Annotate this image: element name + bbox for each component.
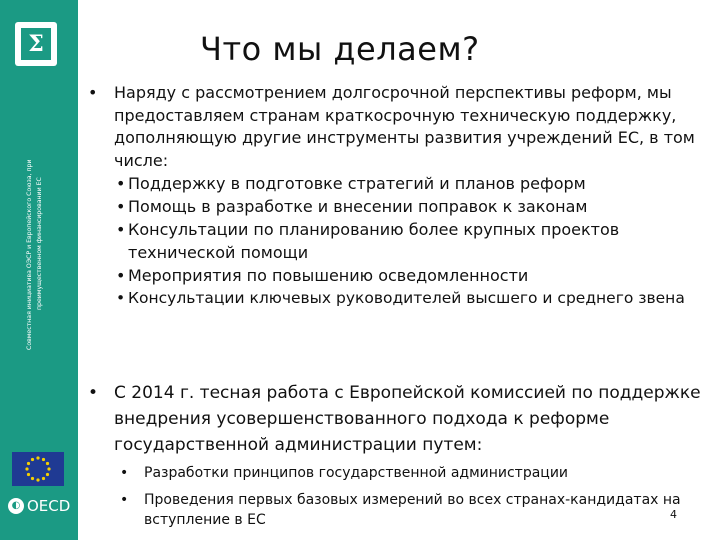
- sub-bullet: [88, 287, 718, 310]
- sub-bullet: [88, 195, 718, 218]
- slide-title: Что мы делаем?: [200, 30, 480, 68]
- sub-bullet-text: Консультации по планированию более крупных проектов технической помощи: [128, 220, 620, 262]
- bullet-dot-icon: •: [120, 465, 129, 481]
- sub-bullet-text: Поддержку в подготовке стратегий и планов реформ: [128, 174, 586, 193]
- sub-bullet: [116, 463, 706, 483]
- bullet-2-text: С 2014 г. тесная работа с Европейской комиссией по поддержке внедрения усовершенствованного подхода к реформе государственной администрации путем:: [114, 383, 701, 455]
- bullet-dot-icon: •: [120, 492, 129, 508]
- oecd-globe-icon: ◐: [8, 498, 24, 514]
- oecd-logo: [8, 497, 70, 515]
- bullet-1: [88, 82, 718, 172]
- bullet-2: [88, 380, 718, 458]
- sub-bullet: [116, 490, 706, 530]
- bullet-1-text: Наряду с рассмотрением долгосрочной перспективы реформ, мы предоставляем странам краткосрочную техническую поддержку, дополняющую другие инструменты развития учреждений ЕС, в том числе:: [114, 83, 695, 170]
- vertical-caption-line1: Совместная инициатива ОЭСР и Европейского Союза, при: [26, 159, 33, 350]
- sub-bullet-text: Мероприятия по повышению осведомленности: [128, 266, 529, 285]
- sub-bullet: [88, 264, 718, 287]
- bullet-block-1: [88, 82, 718, 310]
- sub-bullet: [88, 172, 718, 195]
- bullet-dot-icon: •: [88, 83, 98, 102]
- oecd-label: OECD: [27, 497, 71, 515]
- bullet-dot-icon: •: [116, 266, 126, 285]
- sidebar: [0, 0, 78, 540]
- sub-bullet: [88, 218, 718, 264]
- sigma-logo: [15, 22, 57, 66]
- eu-flag-icon: [12, 452, 64, 486]
- bullet-dot-icon: •: [116, 174, 126, 193]
- bullet-dot-icon: •: [116, 289, 126, 307]
- sub-bullet-text: Помощь в разработке и внесении поправок к законам: [128, 197, 588, 216]
- bullet-dot-icon: •: [88, 383, 99, 403]
- vertical-caption: [22, 110, 62, 350]
- bullet-dot-icon: •: [116, 197, 126, 216]
- sub-bullet-text: Консультации ключевых руководителей высшего и среднего звена: [128, 289, 685, 307]
- bullet-dot-icon: •: [116, 220, 126, 239]
- vertical-caption-line2: преимущественном финансировании ЕС: [36, 177, 43, 310]
- sub-bullet-text: Проведения первых базовых измерений во всех странах-кандидатах на вступление в ЕС: [144, 492, 681, 528]
- sub-bullet-text: Разработки принципов государственной администрации: [144, 465, 569, 481]
- sigma-icon: Σ: [21, 28, 51, 60]
- page-number: 4: [670, 508, 677, 521]
